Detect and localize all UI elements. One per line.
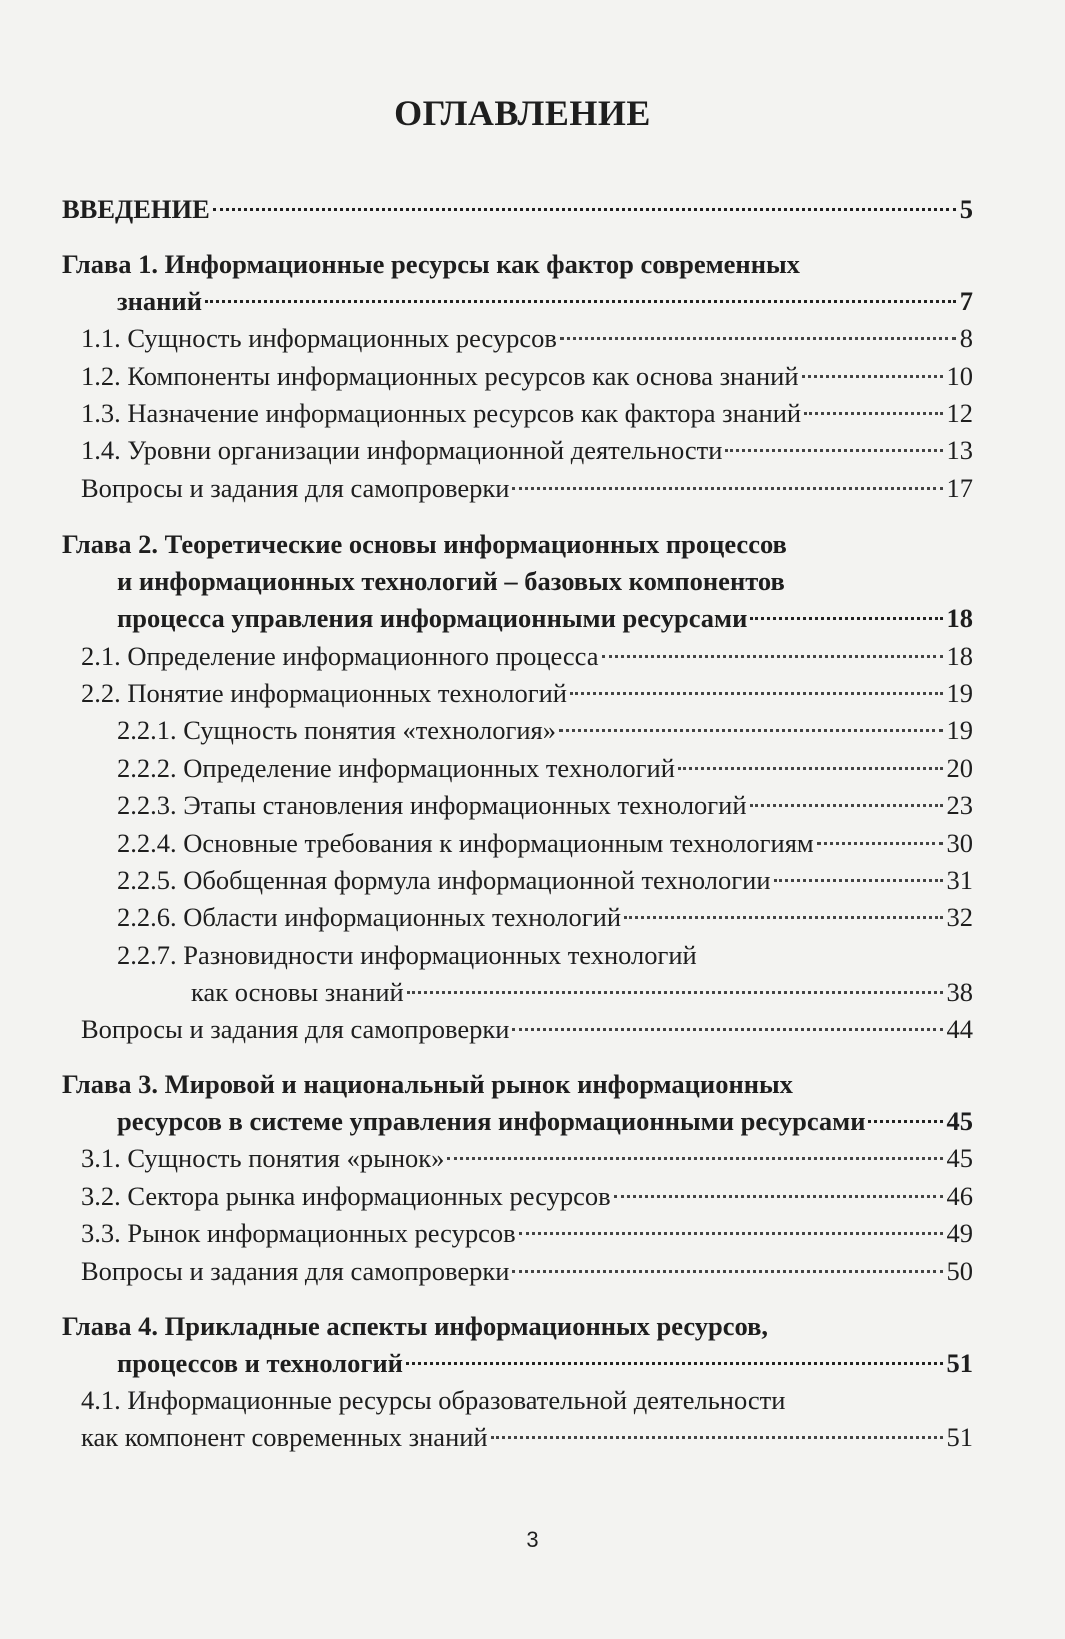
toc-section-3-1[interactable] [81,1142,973,1174]
toc-questions-1[interactable] [81,472,973,504]
page-number: 3 [526,1527,539,1552]
toc-entry-title: 2.2.5. Обобщенная формула информационной технологии [117,865,771,895]
toc-subsection-2-2-3[interactable] [117,789,973,821]
toc-entry-page: 50 [946,1256,973,1286]
toc-subsection-2-2-7-continuation[interactable] [191,976,973,1008]
dot-leader [559,729,943,732]
toc-section-3-2[interactable] [81,1180,973,1212]
dot-leader [570,692,943,695]
toc-subsection-2-2-2[interactable] [117,752,973,784]
toc-entry-title: процесса управления информационными ресурсами [117,603,748,633]
toc-entry-title: Вопросы и задания для самопроверки [81,1014,510,1044]
toc-entry-title: Вопросы и задания для самопроверки [81,1256,510,1286]
toc-section-4-1-continuation[interactable] [81,1421,973,1453]
toc-section-1-4[interactable] [81,434,973,466]
toc-entry-page: 18 [946,603,973,633]
dot-leader [491,1436,943,1439]
toc-entry-page: 18 [946,641,973,671]
toc-entry-page: 30 [946,828,973,858]
dot-leader [750,617,942,620]
toc-section-2-1[interactable] [81,640,973,672]
toc-entry-page: 49 [946,1218,973,1248]
dot-leader [447,1157,942,1160]
dot-leader [804,412,942,415]
toc-entry-title: 2.2.3. Этапы становления информационных технологий [117,790,747,820]
toc-entry-page: 19 [946,715,973,745]
toc-entry-page: 46 [946,1181,973,1211]
dot-leader [817,842,943,845]
toc-entry-page: 23 [946,790,973,820]
toc-entry-title: 1.2. Компоненты информационных ресурсов как основа знаний [81,361,799,391]
toc-subsection-2-2-6[interactable] [117,901,973,933]
toc-entry-title: как основы знаний [191,977,404,1007]
dot-leader [406,1362,943,1365]
toc-section-3-3[interactable] [81,1217,973,1249]
toc-entry-title: 2.2.6. Области информационных технологий [117,902,622,932]
toc-section-1-3[interactable] [81,397,973,429]
toc-entry-title: Глава 2. Теоретические основы информационных процессов [62,529,787,559]
toc-entry-page: 7 [959,286,973,316]
dot-leader [678,767,943,770]
toc-entry-title: 2.2.7. Разновидности информационных технологий [117,940,697,970]
dot-leader [750,804,943,807]
toc-entry-page: 10 [946,361,973,391]
dot-leader [725,449,942,452]
toc-entry-page: 19 [946,678,973,708]
toc-entry-title: 2.1. Определение информационного процесса [81,641,599,671]
toc-subsection-2-2-5[interactable] [117,864,973,896]
toc-entry-page: 5 [959,194,973,224]
toc-entry-page: 51 [946,1348,973,1378]
toc-section-4-1[interactable] [81,1384,785,1416]
toc-chapter-1-continuation[interactable] [117,285,973,317]
dot-leader [512,1270,942,1273]
dot-leader [512,1028,942,1031]
toc-subsection-2-2-4[interactable] [117,827,973,859]
toc-section-1-2[interactable] [81,360,973,392]
toc-chapter-3-continuation[interactable] [117,1105,973,1137]
toc-entry-page: 12 [946,398,973,428]
toc-entry-title: ресурсов в системе управления информационными ресурсами [117,1106,866,1136]
toc-chapter-4-heading[interactable] [62,1310,768,1342]
toc-entry-title: 4.1. Информационные ресурсы образовательной деятельности [81,1385,786,1415]
toc-entry-title: Вопросы и задания для самопроверки [81,473,510,503]
toc-entry-title: 2.2. Понятие информационных технологий [81,678,567,708]
toc-entry-page: 44 [946,1014,973,1044]
toc-entry-introduction[interactable] [62,193,973,225]
toc-entry-page: 45 [946,1143,973,1173]
page-title: ОГЛАВЛЕНИЕ [394,93,651,133]
toc-entry-title: 1.4. Уровни организации информационной деятельности [81,435,723,465]
toc-entry-page: 20 [946,753,973,783]
dot-leader [802,375,943,378]
dot-leader [205,300,956,303]
toc-chapter-2-continuation[interactable] [117,565,785,597]
toc-entry-page: 31 [946,865,973,895]
toc-entry-title: как компонент современных знаний [81,1422,488,1452]
toc-questions-3[interactable] [81,1255,973,1287]
dot-leader [774,879,943,882]
dot-leader [512,487,942,490]
toc-entry-title: 2.2.4. Основные требования к информационным технологиям [117,828,814,858]
toc-entry-title: и информационных технологий – базовых компонентов [117,566,785,596]
toc-entry-title: 3.1. Сущность понятия «рынок» [81,1143,445,1173]
toc-subsection-2-2-1[interactable] [117,714,973,746]
toc-entry-title: 3.2. Сектора рынка информационных ресурсов [81,1181,611,1211]
dot-leader [213,208,956,211]
toc-entry-title: процессов и технологий [117,1348,403,1378]
toc-entry-page: 45 [946,1106,973,1136]
toc-subsection-2-2-7[interactable] [117,939,697,971]
toc-entry-title: знаний [117,286,202,316]
toc-questions-2[interactable] [81,1013,973,1045]
toc-entry-title: Глава 1. Информационные ресурсы как фактор современных [62,249,800,279]
toc-entry-page: 38 [946,977,973,1007]
toc-entry-title: Глава 3. Мировой и национальный рынок информационных [62,1069,793,1099]
toc-entry-title: 2.2.2. Определение информационных технологий [117,753,675,783]
dot-leader [560,337,956,340]
toc-entry-title: 3.3. Рынок информационных ресурсов [81,1218,516,1248]
toc-entry-title: 1.1. Сущность информационных ресурсов [81,323,557,353]
toc-entry-page: 32 [946,902,973,932]
dot-leader [614,1195,943,1198]
toc-chapter-2-continuation-end[interactable] [117,602,973,634]
toc-entry-title: Глава 4. Прикладные аспекты информационных ресурсов, [62,1311,769,1341]
toc-section-1-1[interactable] [81,322,973,354]
toc-entry-title: ВВЕДЕНИЕ [62,194,210,224]
toc-chapter-4-continuation[interactable] [117,1347,973,1379]
dot-leader [407,991,943,994]
toc-entry-title: 1.3. Назначение информационных ресурсов как фактора знаний [81,398,802,428]
toc-entry-page: 13 [946,435,973,465]
toc-entry-page: 51 [946,1422,973,1452]
dot-leader [868,1120,942,1123]
toc-entry-page: 8 [959,323,973,353]
toc-entry-title: 2.2.1. Сущность понятия «технология» [117,715,556,745]
toc-section-2-2[interactable] [81,677,973,709]
dot-leader [602,655,943,658]
dot-leader [624,916,942,919]
dot-leader [519,1232,943,1235]
toc-chapter-1-heading[interactable] [62,248,800,280]
toc-chapter-2-heading[interactable] [62,528,787,560]
toc-chapter-3-heading[interactable] [62,1068,793,1100]
toc-entry-page: 17 [946,473,973,503]
